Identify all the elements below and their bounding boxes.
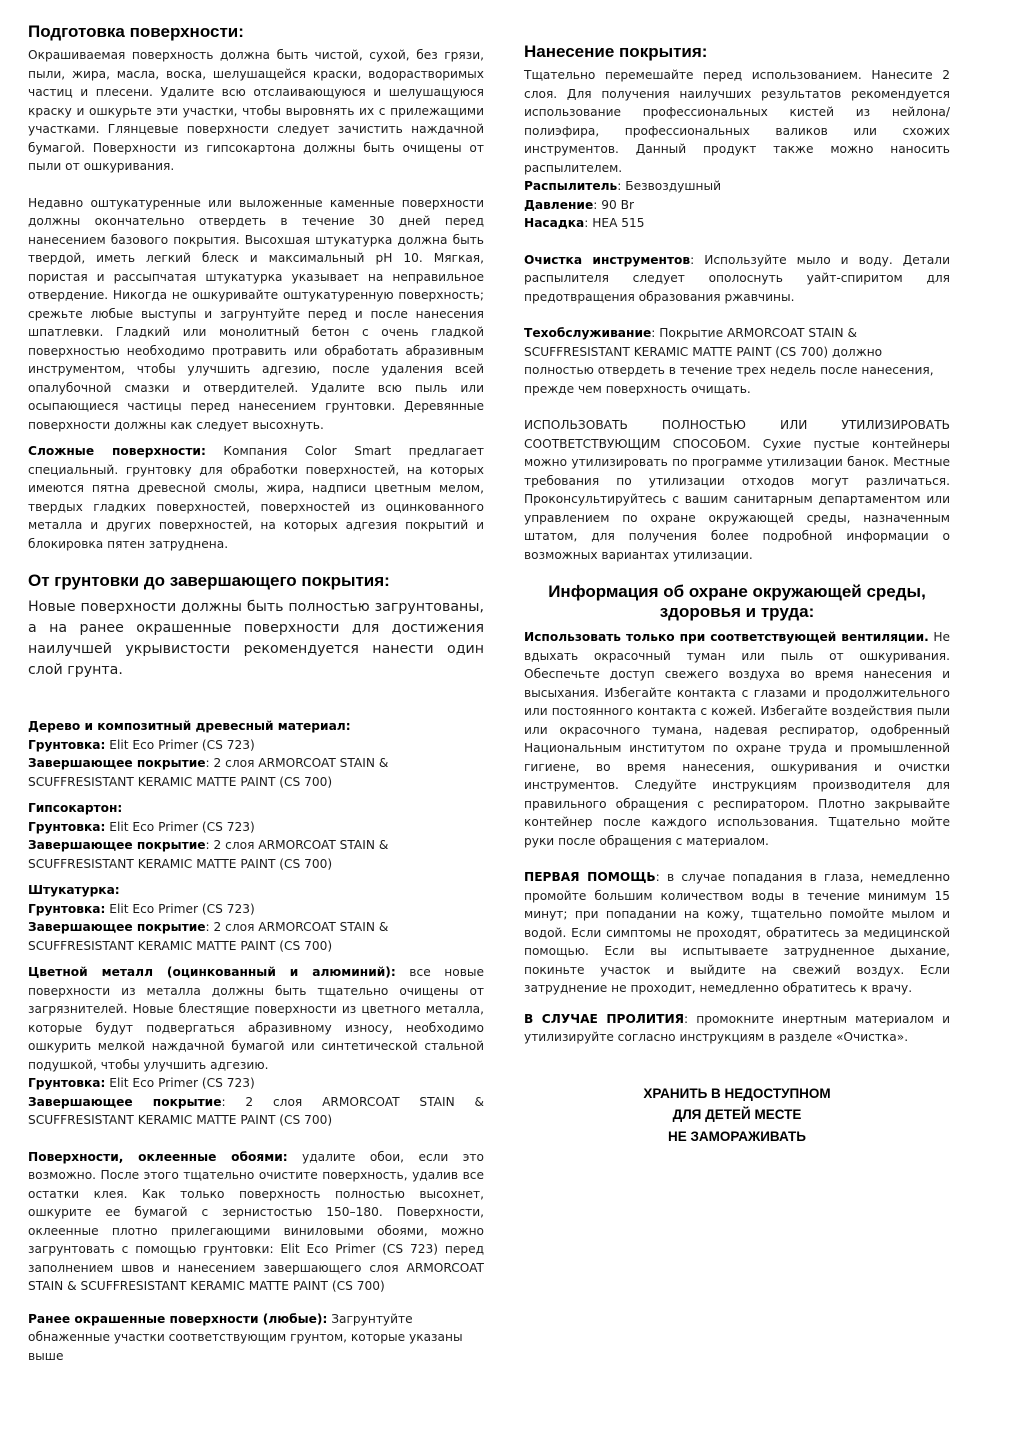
drywall-finish-label: Завершающее покрытие [28, 838, 206, 852]
sprayer-label: Распылитель [524, 179, 618, 193]
wood-title: Дерево и композитный древесный материал: [28, 719, 351, 733]
env-title-line-2: здоровья и труда: [659, 602, 815, 621]
storage-line-2: ДЛЯ ДЕТЕЙ МЕСТЕ [672, 1107, 802, 1122]
nozzle-value: : HEA 515 [584, 216, 645, 230]
painted-label: Ранее окрашенные поверхности (любые): [28, 1311, 328, 1326]
spray-params [524, 177, 950, 233]
prep-paragraph-1: Окрашиваемая поверхность должна быть чистой, сухой, без грязи, пыли, жира, масла, воска, шелушащейся краски, водорастворимых частиц и плесени. Удалите всю отслаивающуюся и шелушащуюся краску и ошкурьте эти участки, чтобы выровнять их с прилежащими участками. Глянцевые поверхности следует зачистить наждачной бумагой. Поверхности из гипсокартона должны быть очищены от пыли от ошкуривания. [28, 48, 484, 173]
metal-primer-label: Грунтовка: [28, 1076, 106, 1090]
sprayer-value: : Безвоздушный [617, 179, 722, 193]
maint-label: Техобслуживание [524, 326, 652, 340]
pressure-label: Давление [524, 197, 594, 212]
left-column [28, 0, 484, 1365]
metal-finish-label: Завершающее покрытие [28, 1094, 222, 1109]
prep-title: Подготовка поверхности: [28, 22, 244, 41]
plaster-finish-label: Завершающее покрытие [28, 920, 206, 934]
painted-text: Загрунтуйте обнаженные участки соответствующим грунтом, которые указаны выше [28, 1311, 463, 1363]
firstaid-label: ПЕРВАЯ ПОМОЩЬ [524, 870, 656, 884]
spill-label: В СЛУЧАЕ ПРОЛИТИЯ [524, 1011, 685, 1026]
storage-line-3: НЕ ЗАМОРАЖИВАТЬ [667, 1128, 807, 1144]
apply-text: Тщательно перемешайте перед использованием. Нанесите 2 слоя. Для получения наилучших результатов рекомендуется использование профессиональных кистей из нейлона/полиэфира, профессиональных валиков или схожих инструментов. Данный продукт также можно наносить распылителем. [524, 68, 950, 175]
wallpaper-block [28, 1148, 484, 1296]
drywall-primer-label: Грунтовка: [28, 819, 106, 834]
clean-block [524, 251, 950, 307]
plaster-block [28, 881, 484, 955]
env-title-line-1: Информация об охране окружающей среды, [548, 582, 926, 601]
plaster-finish-value: : 2 слоя ARMORCOAT STAIN & SCUFFRESISTANT KERAMIC MATTE PAINT (CS 700) [28, 920, 389, 953]
clean-label: Очистка инструментов [524, 252, 691, 267]
storage-line-1: ХРАНИТЬ В НЕДОСТУПНОМ [643, 1085, 831, 1101]
nozzle-label: Насадка [524, 216, 585, 230]
dispose-label: ИСПОЛЬЗОВАТЬ ПОЛНОСТЬЮ ИЛИ УТИЛИЗИРОВАТЬ СООТВЕТСТВУЮЩИМ СПОСОБОМ. [524, 418, 950, 451]
pressure-value: : 90 Br [593, 197, 634, 212]
storage-notice [524, 1083, 950, 1148]
wallpaper-label: Поверхности, оклеенные обоями: [28, 1149, 288, 1164]
primer-intro: Новые поверхности должны быть полностью загрунтованы, а на ранее окрашенные поверхности для достижения наилучшей укрывистости рекомендуется нанести один слой грунта. [28, 599, 484, 678]
prep-paragraph-2: Недавно оштукатуренные или выложенные каменные поверхности должны окончательно отвердеть в течение 30 дней перед нанесением базового покрытия. Высохшая штукатурка должна быть твердой, иметь легкий блеск и максимальный pH 10. Мягкая, пористая и рассыпчатая штукатурка указывает на неправильное отвердение. Никогда не ошкуривайте оштукатуренную поверхность; срежьте любые выступы и загрунтуйте перед и после нанесения шпатлевки. Гладкий или монолитный бетон с очень гладкой поверхностью необходимо протравить или обработать абразивным инструментом, чтобы улучшить адгезию, после удаления всей опалубочной смазки и отвердителей. Удалите всю пыль или осыпающиеся частицы перед нанесением грунтовки. Деревянные поверхности должны как следует высохнуть. [28, 195, 484, 432]
plaster-primer-label: Грунтовка: [28, 901, 106, 916]
drywall-block [28, 799, 484, 873]
maint-block [524, 324, 950, 398]
maint-text: : Покрытие ARMORCOAT STAIN & SCUFFRESISTANT KERAMIC MATTE PAINT (CS 700) должно полностью отвердеть в течение трех недель после нанесения, прежде чем поверхность очищать. [524, 326, 934, 396]
wood-finish-value: : 2 слоя ARMORCOAT STAIN & SCUFFRESISTANT KERAMIC MATTE PAINT (CS 700) [28, 756, 389, 789]
primer-title: От грунтовки до завершающего покрытия: [28, 571, 390, 590]
dispose-text: Сухие пустые контейнеры можно утилизировать по программе утилизации банок. Местные требования по утилизации отходов могут различаться. Проконсультируйтесь с вашим санитарным департаментом или управлением по охране окружающей среды, назначенным штатом, для получения более подробной информации о возможных вариантах утилизации. [524, 436, 950, 562]
firstaid-block [524, 868, 950, 998]
wood-finish-label: Завершающее покрытие [28, 756, 206, 770]
painted-block [28, 1310, 484, 1366]
metal-block [28, 963, 484, 1130]
spill-block [524, 1010, 950, 1047]
wood-block [28, 717, 484, 791]
metal-primer-value: Elit Eco Primer (CS 723) [105, 1076, 255, 1090]
complex-text: Компания Color Smart предлагает специальный. грунтовку для обработки поверхностей, на которых имеются пятна древесной смолы, жира, надписи цветным мелом, твердых гладких поверхностей, поверхностей из оцинкованного металла и других поверхностей, на которых адгезия покрытий и блокировка пятен затруднена. [28, 444, 484, 551]
vent-text: Не вдыхать окрасочный туман или пыль от ошкуривания. Обеспечьте доступ свежего воздуха во время нанесения и высыхания. Избегайте контакта с глазами и продолжительного или постоянного контакта с кожей. Избегайте воздействия пыли или окрасочного тумана, надевая респиратор, одобренный Национальным институтом по охране труда и промышленной гигиене, во время нанесения, ошкуривания и очистки инструментов. Следуйте инструкциям производителя для правильного обращения с респиратором. Плотно закрывайте контейнер после каждого использования. Тщательно мойте руки после обращения с материалом. [524, 630, 950, 848]
env-title [524, 582, 950, 622]
firstaid-text: : в случае попадания в глаза, немедленно промойте большим количеством воды в течение минимум 15 минут; при попадании на кожу, тщательно помойте мылом и водой. Если симптомы не проходят, обратитесь за медицинской помощью. Если вы испытываете затрудненное дыхание, покиньте участок и выйдите на свежий воздух. Если затруднение не проходит, немедленно обратитесь к врачу. [524, 870, 950, 995]
complex-label: Сложные поверхности: [28, 444, 206, 458]
complex-surfaces-paragraph [28, 442, 484, 553]
metal-label: Цветной металл (оцинкованный и алюминий): [28, 965, 396, 979]
drywall-title: Гипсокартон: [28, 801, 123, 815]
plaster-title: Штукатурка: [28, 883, 120, 897]
apply-title: Нанесение покрытия: [524, 42, 708, 61]
dispose-block [524, 416, 950, 564]
wallpaper-text: удалите обои, если это возможно. После этого тщательно очистите поверхность, удалив все остатки клея. Как только поверхность полностью высохнет, ошкурите ее бумагой с зернистостью 150–180. Поверхности, оклеенные плотно прилегающими виниловыми обоями, можно загрунтовать с помощью грунтовки: Elit Eco Primer (CS 723) перед заполнением швов и нанесением завершающего слоя ARMORCOAT STAIN & SCUFFRESISTANT KERAMIC MATTE PAINT (CS 700) [28, 1149, 484, 1293]
plaster-primer-value: Elit Eco Primer (CS 723) [105, 901, 255, 916]
metal-finish-value: : 2 слоя ARMORCOAT STAIN & SCUFFRESISTANT KERAMIC MATTE PAINT (CS 700) [28, 1094, 485, 1127]
wood-primer-label: Грунтовка: [28, 737, 106, 752]
wood-primer-value: Elit Eco Primer (CS 723) [105, 737, 255, 752]
drywall-finish-value: : 2 слоя ARMORCOAT STAIN & SCUFFRESISTANT KERAMIC MATTE PAINT (CS 700) [28, 838, 389, 871]
right-column [524, 0, 950, 1147]
drywall-primer-value: Elit Eco Primer (CS 723) [105, 819, 255, 834]
vent-label: Использовать только при соответствующей вентиляции. [524, 630, 929, 644]
metal-text: все новые поверхности из металла должны быть тщательно очищены от загрязнителей. Новые блестящие поверхности из цветного металла, которые будут подвергаться абразивному износу, необходимо ошкурить мелкой наждачной бумагой или синтетической стальной подушкой, чтобы улучшить адгезию. [28, 965, 484, 1072]
spill-text: : промокните инертным материалом и утилизируйте согласно инструкциям в разделе «Очистка». [524, 1011, 950, 1044]
clean-text: : Используйте мыло и воду. Детали распылителя следует ополоснуть уайт-спиритом для предотвращения образования ржавчины. [524, 252, 950, 304]
vent-block [524, 628, 950, 850]
